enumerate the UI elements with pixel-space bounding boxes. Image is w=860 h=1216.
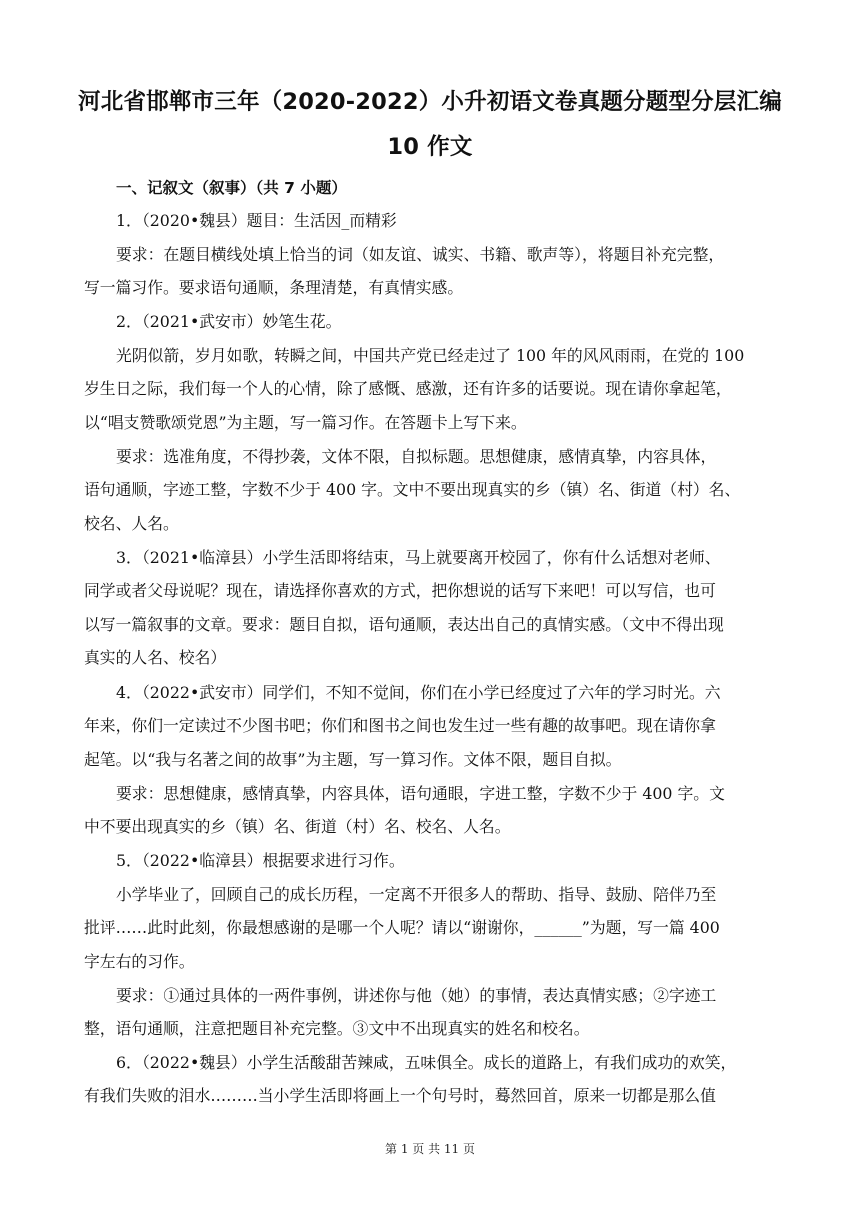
q5-body-line: 字左右的习作。 [84,952,195,971]
q2-req-line: 要求：选准角度，不得抄袭，文体不限，自拟标题。思想健康，感情真挚，内容具体， [116,447,717,466]
q5-line: 5．（2022•临漳县）根据要求进行习作。 [116,851,405,870]
q3-line: 同学或者父母说呢？现在，请选择你喜欢的方式，把你想说的话写下来吧！可以写信，也可 [84,581,716,600]
q4-req-line: 中不要出现真实的乡（镇）名、街道（村）名、校名、人名。 [84,817,511,836]
q2-body-line: 以“唱支赞歌颂党恩”为主题，写一篇习作。在答题卡上写下来。 [84,413,527,432]
q1-line: 1．（2020•魏县）题目：生活因_而精彩 [116,211,397,230]
q5-req-line: 要求：①通过具体的一两件事例，讲述你与他（她）的事情，表达真情实感；②字迹工 [116,986,717,1005]
q5-req-line: 整，语句通顺，注意把题目补充完整。③文中不出现真实的姓名和校名。 [84,1019,590,1038]
q1-req-line: 写一篇习作。要求语句通顺，条理清楚，有真情实感。 [84,278,464,297]
page-footer: 第 1 页 共 11 页 [385,1142,475,1156]
q3-line: 以写一篇叙事的文章。要求：题目自拟，语句通顺，表达出自己的真情实感。（文中不得出现 [84,615,724,634]
document-title-line-1: 河北省邯郸市三年（2020-2022）小升初语文卷真题分题型分层汇编 [78,89,782,115]
document-title-line-2: 10 作文 [387,134,473,160]
section-heading: 一、记叙文（叙事）（共 7 小题） [116,179,347,197]
q3-line: 真实的人名、校名） [84,648,227,667]
q4-line: 起笔。以“我与名著之间的故事”为主题，写一算习作。文体不限，题目自拟。 [84,750,622,769]
q6-line: 有我们失败的泪水………当小学生活即将画上一个句号时，蓦然回首，原来一切都是那么值 [84,1086,716,1105]
q4-line: 4．（2022•武安市）同学们，不知不觉间，你们在小学已经度过了六年的学习时光。六 [116,683,721,702]
q5-body-line: 小学毕业了，回顾自己的成长历程，一定离不开很多人的帮助、指导、鼓励、陪伴乃至 [116,885,717,904]
q2-body-line: 光阴似箭，岁月如歌，转瞬之间，中国共产党已经走过了 100 年的风风雨雨，在党的 100 [116,346,745,365]
q4-line: 年来，你们一定读过不少图书吧；你们和图书之间也发生过一些有趣的故事吧。现在请你拿 [84,716,716,735]
q5-body-line: 批评……此时此刻，你最想感谢的是哪一个人呢？请以“谢谢你，______”为题，写一篇 400 [84,918,720,937]
q4-req-line: 要求：思想健康，感情真挚，内容具体，语句通眼，字进工整，字数不少于 400 字。文 [116,784,725,803]
q6-line: 6．（2022•魏县）小学生活酸甜苦辣咸，五味俱全。成长的道路上，有我们成功的欢笑， [116,1053,737,1072]
q3-line: 3．（2021•临漳县）小学生活即将结束，马上就要离开校园了，你有什么话想对老师、 [116,548,721,567]
q2-req-line: 校名、人名。 [84,514,179,533]
q2-body-line: 岁生日之际，我们每一个人的心情，除了感慨、感激，还有许多的话要说。现在请你拿起笔， [84,379,732,398]
q2-line: 2．（2021•武安市）妙笔生花。 [116,312,342,331]
q2-req-line: 语句通顺，字迹工整，字数不少于 400 字。文中不要出现真实的乡（镇）名、街道（村）名、 [84,480,741,499]
q1-req-line: 要求：在题目横线处填上恰当的词（如友谊、诚实、书籍、歌声等），将题目补充完整， [116,245,725,264]
